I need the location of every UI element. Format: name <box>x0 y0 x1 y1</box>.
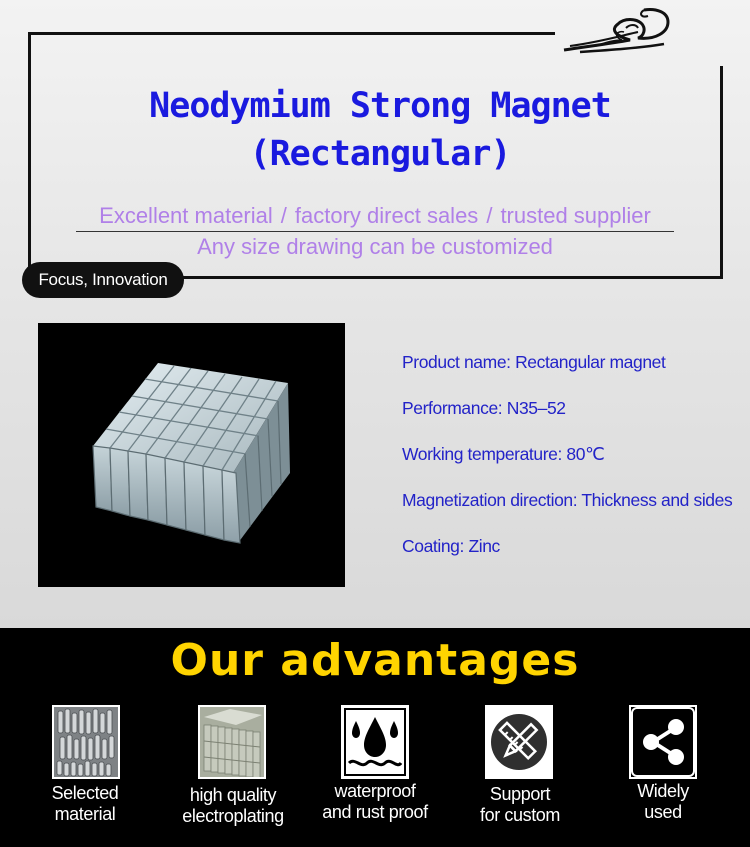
tagline-part: trusted supplier <box>500 203 651 228</box>
tagline-part: Excellent material <box>99 203 273 228</box>
rod-magnets-icon <box>52 705 120 779</box>
share-icon <box>629 705 697 779</box>
pencil-ruler-icon <box>485 705 553 779</box>
advantage-label-line1: Widely <box>637 781 689 801</box>
focus-badge: Focus, Innovation <box>22 262 184 298</box>
page-title-line2: (Rectangular) <box>249 134 511 174</box>
block-magnets-icon <box>198 705 266 779</box>
tagline-separator: / <box>280 203 287 228</box>
advantage-label-line2: used <box>644 802 682 822</box>
advantage-label-line2: and rust proof <box>322 802 428 822</box>
tagline-underline <box>76 231 674 232</box>
frame-line-left <box>28 32 31 267</box>
spec-coating: Coating: Zinc <box>402 536 500 556</box>
spec-working-temperature: Working temperature: 80℃ <box>402 444 605 464</box>
frame-line-bottom <box>183 276 723 279</box>
spec-product-name: Product name: Rectangular magnet <box>402 352 666 372</box>
advantage-label-line2: electroplating <box>182 806 284 826</box>
spec-performance: Performance: N35–52 <box>402 398 566 418</box>
tagline <box>0 203 750 229</box>
tagline-separator: / <box>486 203 493 228</box>
product-photo <box>38 323 345 587</box>
wave-logo-icon <box>560 6 672 54</box>
spec-magnetization-direction: Magnetization direction: Thickness and sides <box>402 490 733 510</box>
advantage-label-line1: Selected <box>51 783 119 803</box>
advantage-label-line2: for custom <box>479 805 561 825</box>
magnet-stack-image <box>38 323 345 587</box>
advantages-title: Our advantages <box>170 635 580 686</box>
water-drop-icon <box>341 705 409 779</box>
frame-line-top <box>28 32 555 35</box>
advantage-label-line1: high quality <box>189 785 277 805</box>
advantage-label-line1: waterproof <box>334 781 416 801</box>
advantage-label-line1: Support <box>489 784 551 804</box>
advantage-label-line2: material <box>54 804 116 824</box>
tagline-part: factory direct sales <box>294 203 479 228</box>
page-title-line1: Neodymium Strong Magnet <box>149 86 611 126</box>
subtitle: Any size drawing can be customized <box>197 234 553 259</box>
